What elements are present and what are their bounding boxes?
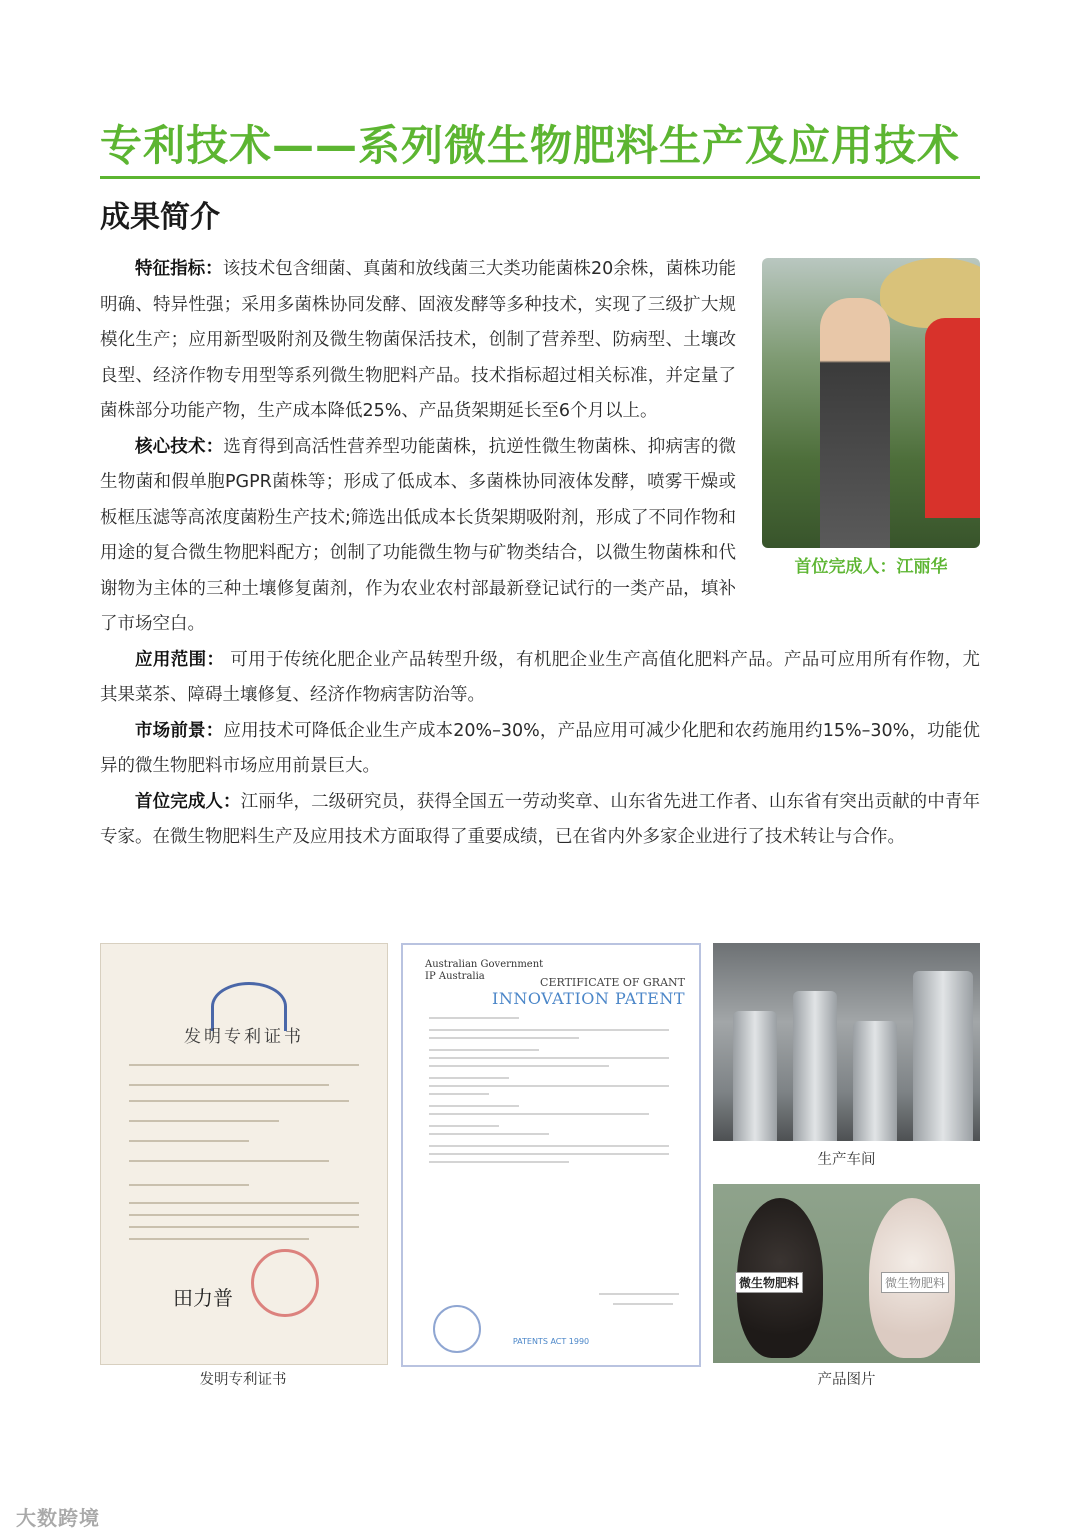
portrait-caption: 首位完成人：江丽华 (794, 557, 948, 577)
paragraph-label: 应用范围： (135, 649, 225, 670)
cn-certificate-caption: 发明专利证书 (199, 1372, 287, 1388)
paragraph-lead-person (100, 785, 980, 856)
product-caption: 产品图片 (817, 1372, 876, 1388)
portrait-figure (762, 258, 980, 582)
paragraph-label: 特征指标： (135, 259, 223, 279)
paragraph-text: 应用技术可降低企业生产成本20%–30%，产品应用可减少化肥和农药施用约15%–30%，功能优异的微生物肥料市场应用前景巨大。 (100, 720, 980, 776)
product-label-right: 微生物肥料 (881, 1272, 949, 1293)
portrait-photo (762, 258, 980, 548)
title-divider (100, 176, 980, 179)
watermark: 大数跨境 (16, 1506, 100, 1530)
paragraph-text: 江丽华，二级研究员，获得全国五一劳动奖章、山东省先进工作者、山东省有突出贡献的中青年专家。在微生物肥料生产及应用技术方面取得了重要成绩，已在省内外多家企业进行了技术转让与合作。 (100, 791, 980, 847)
certificate-heading: CERTIFICATE OF GRANT INNOVATION PATENT (492, 976, 685, 1008)
paragraph-text: 选育得到高活性营养型功能菌株，抗逆性微生物菌株、抑病害的微生物菌和假单胞PGPR菌株等；形成了低成本、多菌株协同液体发酵，喷雾干燥或板框压滤等高浓度菌粉生产技术;筛选出低成本长货架期吸附剂，形成了不同作物和用途的复合微生物肥料配方；创制了功能微生物与矿物类结合，以微生物菌株和代谢物为主体的三种土壤修复菌剂，作为农业农村部最新登记试行的一类产品，填补了市场空白。 (100, 436, 737, 634)
official-seal-icon (251, 1249, 319, 1317)
production-workshop-photo (713, 943, 980, 1141)
section-heading: 成果简介 (100, 200, 220, 235)
paragraph-label: 首位完成人： (135, 791, 241, 812)
paragraph-text: 该技术包含细菌、真菌和放线菌三大类功能菌株20余株，菌株功能明确、特异性强；采用多菌株协同发酵、固液发酵等多种技术，实现了三级扩大规模化生产；应用新型吸附剂及微生物菌保活技术，创制了营养型、防病型、土壤改良型、经济作物专用型等系列微生物肥料产品。技术指标超过相关标准，并定量了菌株部分功能产物，生产成本降低25%、产品货架期延长至6个月以上。 (100, 259, 736, 421)
paragraph-label: 核心技术： (135, 436, 224, 457)
patents-act-label: PATENTS ACT 1990 (512, 1337, 590, 1346)
signature: 田力普 (173, 1286, 233, 1310)
product-label-left: 微生物肥料 (735, 1272, 803, 1293)
cn-patent-certificate-image (100, 943, 388, 1365)
au-patent-certificate-image (401, 943, 701, 1367)
paragraph-text: 可用于传统化肥企业产品转型升级，有机肥企业生产高值化肥料产品。产品可应用所有作物，尤其果菜茶、障碍土壤修复、经济作物病害防治等。 (100, 649, 981, 705)
paragraph-label: 市场前景： (135, 720, 224, 741)
product-photo (713, 1184, 980, 1363)
certificate-title: 发明专利证书 (184, 1027, 304, 1047)
article-body (100, 252, 980, 856)
paragraph-scope (100, 643, 980, 714)
workshop-caption: 生产车间 (817, 1152, 876, 1168)
page-title: 专利技术——系列微生物肥料生产及应用技术 (100, 121, 961, 170)
paragraph-market (100, 714, 980, 785)
government-logo: Australian Government IP Australia (425, 959, 544, 982)
